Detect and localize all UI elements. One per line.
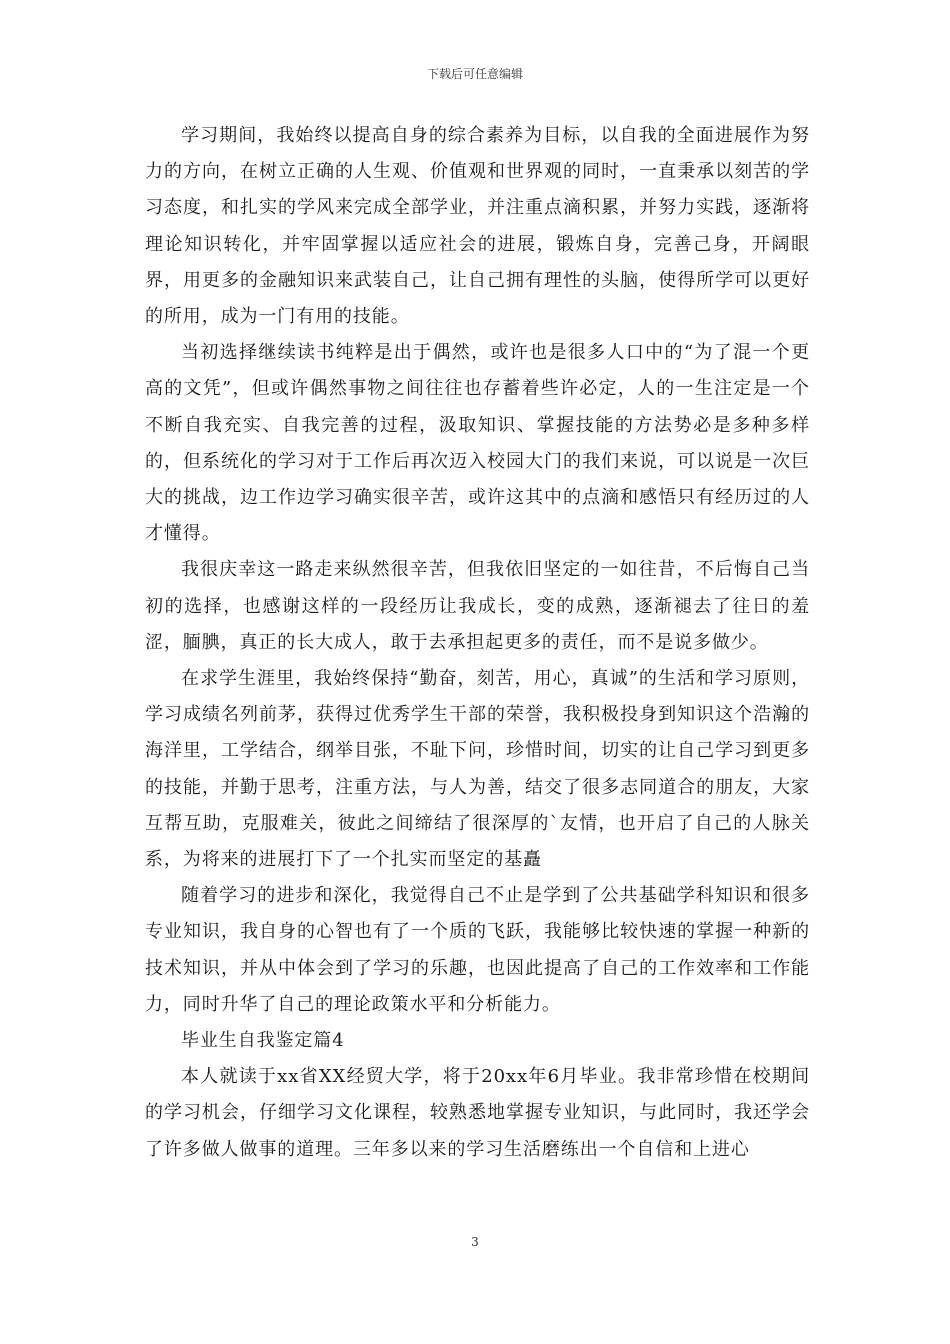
paragraph-progress: 随着学习的进步和深化，我觉得自己不止是学到了公共基础学科知识和很多专业知识，我自身的心智也有了一个质的飞跃，我能够比较快速的掌握一种新的技术知识，并从中体会到了学习的乐趣，也因此提高了自己的工作效率和工作能力，同时升华了自己的理论政策水平和分析能力。	[145, 885, 810, 1015]
document-body	[145, 118, 810, 1168]
paragraph-study-career: 在求学生涯里，我始终保持“勤奋，刻苦，用心，真诚”的生活和学习原则，学习成绩名列前茅，获得过优秀学生干部的荣誉，我积极投身到知识这个浩瀚的海洋里，工学结合，纲举目张，不耻下问，珍惜时间，切实的让自己学习到更多的技能，并勤于思考，注重方法，与人为善，结交了很多志同道合的朋友，大家互帮互助，克服难关，彼此之间缔结了很深厚的`友情，也开启了自己的人脉关系，为将来的进展打下了一个扎实而坚定的基矗	[145, 668, 810, 871]
paragraph-study-period: 学习期间，我始终以提高自身的综合素养为目标，以自我的全面进展作为努力的方向，在树立正确的人生观、价值观和世界观的同时，一直秉承以刻苦的学习态度，和扎实的学风来完成全部学业，并注重点滴积累，并努力实践，逐渐将理论知识转化，并牢固掌握以适应社会的进展，锻炼自身，完善己身，开阔眼界，用更多的金融知识来武装自己，让自己拥有理性的头脑，使得所学可以更好的所用，成为一门有用的技能。	[145, 125, 810, 328]
section-heading: 毕业生自我鉴定篇4	[181, 1030, 345, 1052]
paragraph-fortunate: 我很庆幸这一路走来纵然很辛苦，但我依旧坚定的一如往昔，不后悔自己当初的选择，也感谢这样的一段经历让我成长，变的成熟，逐渐褪去了往日的羞涩，腼腆，真正的长大成人，敢于去承担起更多的责任，而不是说多做少。	[145, 559, 810, 653]
paragraph-continue-study: 当初选择继续读书纯粹是出于偶然，或许也是很多人口中的“为了混一个更高的文凭”，但或许偶然事物之间往往也存蓄着些许必定，人的一生注定是一个不断自我充实、自我完善的过程，汲取知识、掌握技能的方法势必是多种多样的，但系统化的学习对于工作后再次迈入校园大门的我们来说，可以说是一次巨大的挑战，边工作边学习确实很辛苦，或许这其中的点滴和感悟只有经历过的人才懂得。	[145, 342, 810, 545]
paragraph-enrollment: 本人就读于xx省XX经贸大学，将于20xx年6月毕业。我非常珍惜在校期间的学习机会，仔细学习文化课程，较熟悉地掌握专业知识，与此同时，我还学会了许多做人做事的道理。三年多以来的学习生活磨练出一个自信和上进心	[145, 1066, 810, 1160]
page-number: 3	[471, 1235, 479, 1249]
header-note: 下载后可任意编辑	[426, 67, 523, 81]
